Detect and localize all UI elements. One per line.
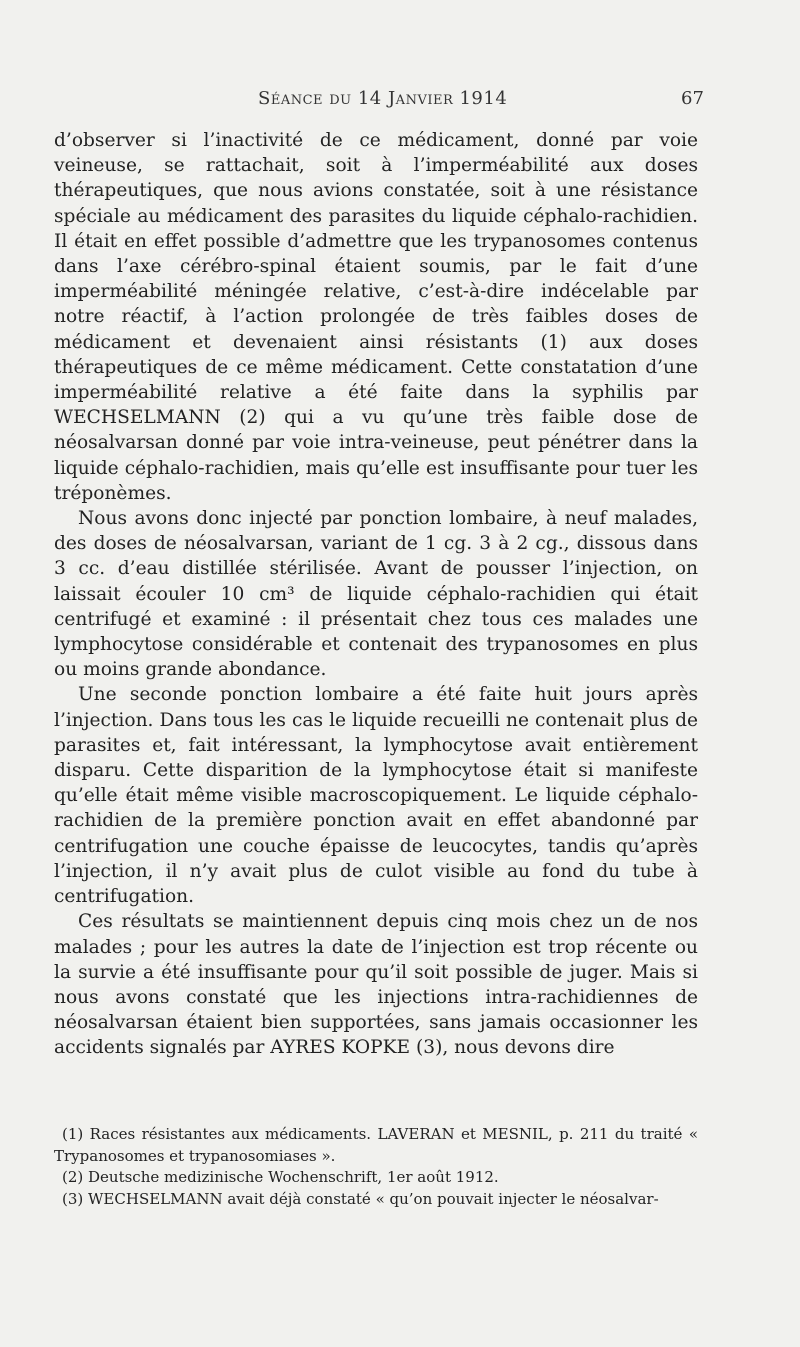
paragraph-3: Une seconde ponction lombaire a été faite huit jours après l’injection. Dans tous les cas le liquide recueilli ne contenait plus de parasites et, fait intéressant, la lymphocytose avait entièrement disparu. Cette disparition de la lymphocytose était si manifeste qu’elle était même visible macroscopiquement. Le liquide céphalo-rachidien de la première ponction avait en effet abandonné par centrifugation une couche épaisse de leucocytes, tandis qu’après l’injection, il n’y avait plus de culot visible au fond du tube à centrifugation. [54, 684, 698, 908]
paragraph-2: Nous avons donc injecté par ponction lombaire, à neuf malades, des doses de néosalvarsan, variant de 1 cg. 3 à 2 cg., dissous dans 3 cc. d’eau distillée stérilisée. Avant de pousser l’injection, on laissait écouler 10 cm³ de liquide céphalo-rachidien qui était centrifugé et examiné : il présentait chez tous ces malades une lymphocytose considérable et contenait des trypanosomes en plus ou moins grande abondance. [54, 508, 698, 681]
body-text [54, 128, 698, 1061]
footnote-2: (2) Deutsche medizinische Wochenschrift, 1er août 1912. [62, 1168, 499, 1186]
footnote-3: (3) WECHSELMANN avait déjà constaté « qu’on pouvait injecter le néosalvar- [62, 1189, 659, 1208]
footnotes [54, 1124, 698, 1210]
page-header [0, 86, 800, 116]
footnote-1: (1) Races résistantes aux médicaments. LAVERAN et MESNIL, p. 211 du traité « Trypanosomes et trypanosomiases ». [54, 1125, 698, 1165]
running-title: Séance du 14 Janvier 1914 [258, 88, 508, 109]
paragraph-4: Ces résultats se maintiennent depuis cinq mois chez un de nos malades ; pour les autres la date de l’injection est trop récente ou la survie a été insuffisante pour qu’il soit possible de juger. Mais si nous avons constaté que les injections intra-rachidiennes de néosalvarsan étaient bien supportées, sans jamais occasionner les accidents signalés par AYRES KOPKE (3), nous devons dire [54, 911, 698, 1059]
paragraph-1: d’observer si l’inactivité de ce médicament, donné par voie veineuse, se rattachait, soit à l’imperméabilité aux doses thérapeutiques, que nous avions constatée, soit à une résistance spéciale au médicament des parasites du liquide céphalo-rachidien. Il était en effet possible d’admettre que les trypanosomes contenus dans l’axe cérébro-spinal étaient soumis, par le fait d’une imperméabilité méningée relative, c’est-à-dire indécelable par notre réactif, à l’action prolongée de très faibles doses de médicament et devenaient ainsi résistants (1) aux doses thérapeutiques de ce même médicament. Cette constatation d’une imperméabilité relative a été faite dans la syphilis par WECHSELMANN (2) qui a vu qu’une très faible dose de néosalvarsan donné par voie intra-veineuse, peut pénétrer dans la liquide céphalo-rachidien, mais qu’elle est insuffisante pour tuer les tréponèmes. [54, 130, 698, 504]
page-number: 67 [681, 88, 704, 109]
